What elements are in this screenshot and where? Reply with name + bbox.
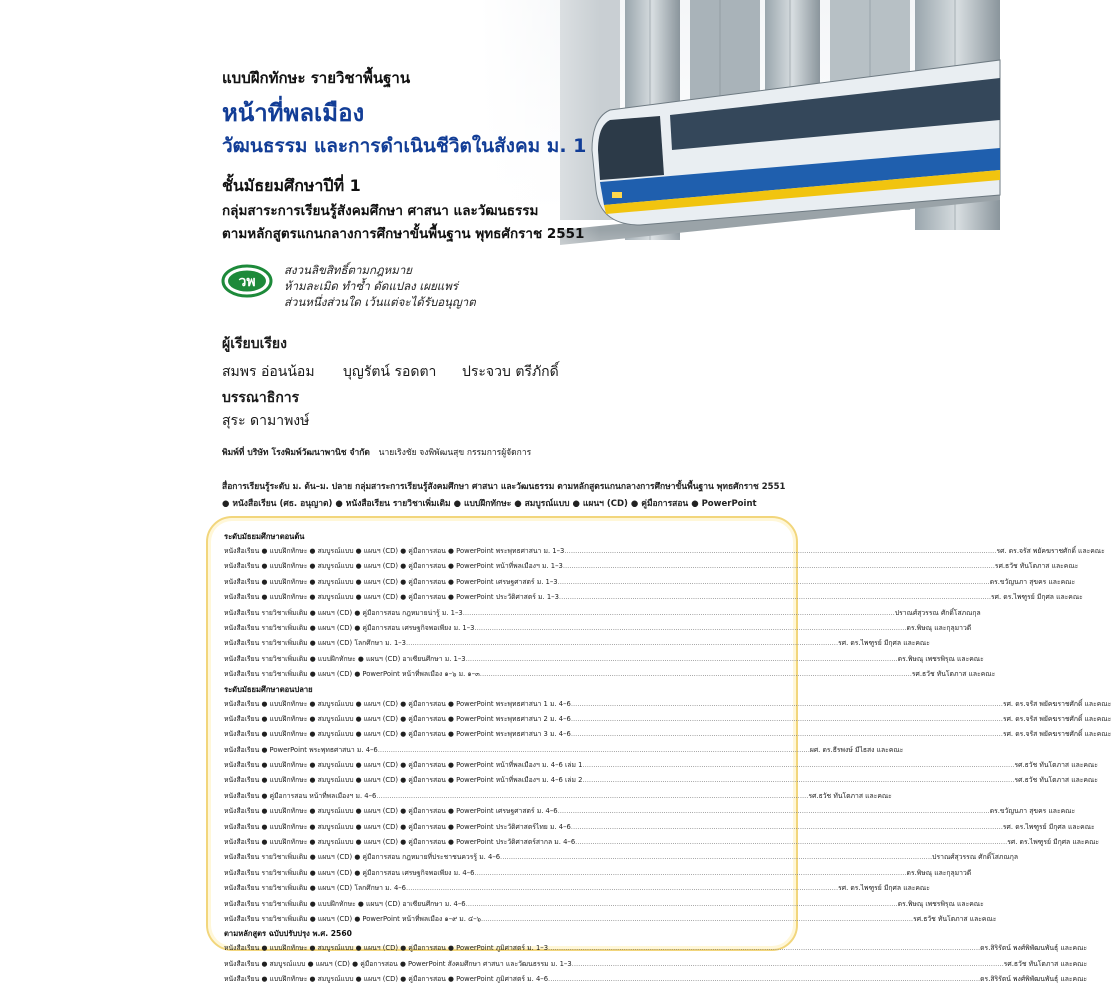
catalog-item-title: หนังสือเรียน รายวิชาเพิ่มเติม ● แผนฯ (CD) ● คู่มือการสอน เศรษฐกิจพอเพียง ม. 4–6	[224, 868, 475, 877]
catalog-item-author: ปราณศ์สุวรรณ ศักดิ์โสภณกุล	[894, 608, 981, 617]
editor-name: สุระ ดามาพงษ์	[222, 413, 310, 429]
catalog-row	[224, 789, 892, 804]
leader-dots: ........................................................................................................................................................................................................	[406, 884, 839, 893]
leader-dots: ........................................................................................................................................................................................................	[571, 959, 1004, 968]
catalog-item-title: หนังสือเรียน ● PowerPoint พระพุทธศาสนา ม. 4–6	[224, 745, 378, 754]
catalog-item-author: ดร.พิษณุ และกุลุมาวดี	[906, 623, 972, 632]
catalog-item-author: ดร.พิษณุ เพชรพิรุณ และคณะ	[897, 654, 984, 663]
curriculum-label: ตามหลักสูตรแกนกลางการศึกษาขั้นพื้นฐาน พุทธศักราช 2551	[222, 226, 585, 242]
catalog-item-author: รศ. ดร.ไพฑูรย์ มีกุศล และคณะ	[838, 884, 930, 893]
catalog-item-author: รศ.ธวัช ทันโตภาส และคณะ	[1014, 761, 1098, 770]
catalog-item-title: หนังสือเรียน รายวิชาเพิ่มเติม ● แบบฝึกทักษะ ● แผนฯ (CD) อาเซียนศึกษา ม. 1–3	[224, 654, 466, 663]
catalog-row	[224, 621, 972, 636]
catalog-item-title: หนังสือเรียน รายวิชาเพิ่มเติม ● แผนฯ (CD) โลกศึกษา ม. 1–3	[224, 639, 406, 648]
catalog-item-author: รศ. ดร.จรัส พยัคฆราชศักดิ์ และคณะ	[1002, 699, 1111, 708]
catalog-item-author: ผศ. ดร.ธีรพงษ์ มีไธสง และคณะ	[809, 745, 904, 754]
catalog-item-title: หนังสือเรียน ● แบบฝึกทักษะ ● สมบูรณ์แบบ ● แผนฯ (CD) ● คู่มือการสอน ● PowerPoint พระพุทธศาสนา 1 ม. 4–6	[224, 699, 571, 708]
catalog-item-author: ดร.สิริรัตน์ พงศ์พิพัฒนพันธุ์ และคณะ	[980, 944, 1088, 953]
catalog-item-author: ดร.สิริรัตน์ พงศ์พิพัฒนพันธุ์ และคณะ	[980, 975, 1088, 984]
author-name: สมพร อ่อนน้อม	[222, 364, 315, 380]
catalog-row	[224, 559, 1079, 574]
series-description: สื่อการเรียนรู้ระดับ ม. ต้น–ม. ปลาย กลุ่มสาระการเรียนรู้สังคมศึกษา ศาสนา และวัฒนธรรม ตามหลักสูตรแกนกลางการศึกษาขั้นพื้นฐาน พุทธศักราช 2551	[222, 482, 786, 492]
catalog-row	[224, 727, 1111, 742]
catalog-item-author: ปราณศ์สุวรรณ ศักดิ์โสภณกุล	[932, 853, 1018, 862]
catalog-item-author: ดร.พิษณุ เพชรพิรุณ และคณะ	[897, 899, 984, 908]
catalog-item-author: รศ.ธวัช ทันโตภาส และคณะ	[1014, 776, 1098, 785]
catalog-row	[224, 575, 1076, 590]
catalog-item-title: หนังสือเรียน ● แบบฝึกทักษะ ● สมบูรณ์แบบ ● แผนฯ (CD) ● คู่มือการสอน ● PowerPoint เศรษฐศาสตร์ ม. 1–3	[224, 577, 558, 586]
catalog-item-title: หนังสือเรียน รายวิชาเพิ่มเติม ● แผนฯ (CD) ● PowerPoint หน้าที่พลเมือง ๑–๙ ม. ๔–๖	[224, 914, 481, 923]
catalog-row	[224, 606, 981, 621]
catalog-item-author: รศ.ธวัช ทันโตภาส และคณะ	[994, 562, 1079, 571]
catalog-item-author: รศ.ธวัช ทันโตภาส และคณะ	[911, 670, 996, 679]
catalog-row	[224, 636, 930, 651]
catalog-row	[224, 897, 984, 912]
catalog-row	[224, 835, 1100, 850]
catalog-item-title: หนังสือเรียน ● แบบฝึกทักษะ ● สมบูรณ์แบบ ● แผนฯ (CD) ● คู่มือการสอน ● PowerPoint พระพุทธศาสนา 3 ม. 4–6	[224, 730, 571, 739]
editor-heading: บรรณาธิการ	[222, 390, 300, 406]
catalog-item-title: หนังสือเรียน รายวิชาเพิ่มเติม ● แผนฯ (CD) ● คู่มือการสอน กฎหมายน่ารู้ ม. 1–3	[224, 608, 463, 617]
subject-label: แบบฝึกทักษะ รายวิชาพื้นฐาน	[222, 69, 411, 87]
catalog-item-title: หนังสือเรียน รายวิชาเพิ่มเติม ● แผนฯ (CD) ● คู่มือการสอน เศรษฐกิจพอเพียง ม. 1–3	[224, 623, 475, 632]
leader-dots: ........................................................................................................................................................................................................	[474, 868, 907, 877]
leader-dots: ........................................................................................................................................................................................................	[474, 623, 907, 632]
publisher-manager: นายเริงชัย จงพิพัฒนสุข กรรมการผู้จัดการ	[378, 448, 532, 458]
book-title: หน้าที่พลเมือง	[222, 99, 365, 127]
copyright-line: สงวนลิขสิทธิ์ตามกฎหมาย	[284, 263, 413, 277]
catalog-row	[224, 941, 1088, 956]
catalog-item-title: หนังสือเรียน ● คู่มือการสอน หน้าที่พลเมืองฯ ม. 4–6	[224, 791, 377, 800]
leader-dots: ........................................................................................................................................................................................................	[558, 593, 992, 602]
catalog-section-heading: ตามหลักสูตร ฉบับปรับปรุง พ.ศ. 2560	[224, 929, 352, 939]
logo-text: วพ	[238, 274, 256, 290]
catalog-item-author: ดร.ขวัญนภา สุขคร และคณะ	[989, 807, 1076, 816]
copyright-line: ส่วนหนึ่งส่วนใด เว้นแต่จะได้รับอนุญาต	[284, 295, 476, 309]
catalog-item-title: หนังสือเรียน ● สมบูรณ์แบบ ● แผนฯ (CD) ● คู่มือการสอน ● PowerPoint สังคมศึกษา ศาสนา และวัฒนธรรม ม. 1–3	[224, 959, 572, 968]
catalog-row	[224, 712, 1111, 727]
catalog-section-heading: ระดับมัธยมศึกษาตอนปลาย	[224, 684, 313, 694]
learning-group: กลุ่มสาระการเรียนรู้สังคมศึกษา ศาสนา และวัฒนธรรม	[222, 203, 539, 219]
leader-dots: ........................................................................................................................................................................................................	[570, 730, 1003, 739]
leader-dots: ........................................................................................................................................................................................................	[480, 914, 914, 923]
catalog-item-author: รศ. ดร.จรัส พยัคฆราชศักดิ์ และคณะ	[996, 547, 1105, 555]
catalog-row	[224, 957, 1088, 972]
leader-dots: ........................................................................................................................................................................................................	[548, 975, 981, 984]
catalog-row	[224, 912, 997, 927]
authors-heading: ผู้เรียบเรียง	[222, 336, 287, 352]
catalog-row	[224, 972, 1088, 987]
leader-dots: ........................................................................................................................................................................................................	[376, 791, 809, 800]
catalog-item-title: หนังสือเรียน ● แบบฝึกทักษะ ● สมบูรณ์แบบ ● แผนฯ (CD) ● คู่มือการสอน ● PowerPoint ประวัติศาสตร์ไทย ม. 4–6	[224, 822, 571, 831]
catalog-item-author: รศ. ดร.จรัส พยัคฆราชศักดิ์ และคณะ	[1002, 730, 1111, 739]
catalog-list	[224, 530, 1111, 988]
catalog-row	[224, 773, 1098, 788]
publisher-name: พิมพ์ที่ บริษัท โรงพิมพ์วัฒนาพานิช จำกัด	[222, 448, 370, 458]
catalog-item-author: รศ.ธวัช ทันโตภาส และคณะ	[913, 914, 997, 923]
catalog-row	[224, 652, 984, 667]
catalog-item-author: รศ. ดร.ไพฑูรย์ มีกุศล และคณะ	[1002, 822, 1095, 831]
leader-dots: ........................................................................................................................................................................................................	[465, 899, 898, 908]
catalog-item-author: รศ. ดร.จรัส พยัคฆราชศักดิ์ และคณะ	[1002, 714, 1111, 723]
leader-dots: ........................................................................................................................................................................................................	[377, 745, 810, 754]
catalog-row	[224, 590, 1083, 605]
catalog-row	[224, 544, 1105, 559]
catalog-row	[224, 667, 996, 682]
leader-dots: ........................................................................................................................................................................................................	[479, 670, 912, 679]
catalog-row	[224, 820, 1095, 835]
leader-dots: ........................................................................................................................................................................................................	[557, 807, 990, 816]
catalog-row	[224, 743, 904, 758]
catalog-item-title: หนังสือเรียน ● แบบฝึกทักษะ ● สมบูรณ์แบบ ● แผนฯ (CD) ● คู่มือการสอน ● PowerPoint ภูมิศาสตร์ ม. 4–6	[224, 975, 549, 984]
catalog-item-title: หนังสือเรียน ● แบบฝึกทักษะ ● สมบูรณ์แบบ ● แผนฯ (CD) ● คู่มือการสอน ● PowerPoint หน้าที่พลเมืองฯ ม. 4–6 เล่ม 2	[224, 776, 583, 785]
catalog-item-title: หนังสือเรียน ● แบบฝึกทักษะ ● สมบูรณ์แบบ ● แผนฯ (CD) ● คู่มือการสอน ● PowerPoint ประวัติศาสตร์ ม. 1–3	[224, 593, 559, 602]
catalog-item-author: รศ. ดร.ไพฑูรย์ มีกุศล และคณะ	[1007, 838, 1100, 847]
leader-dots: ........................................................................................................................................................................................................	[557, 577, 990, 586]
catalog-row	[224, 804, 1076, 819]
catalog-item-author: รศ.ธวัช ทันโตภาส และคณะ	[1003, 959, 1088, 968]
catalog-section-heading: ระดับมัธยมศึกษาตอนต้น	[224, 532, 305, 541]
catalog-item-title: หนังสือเรียน รายวิชาเพิ่มเติม ● แผนฯ (CD) ● PowerPoint หน้าที่พลเมือง ๑–๖ ม. ๑–๓	[224, 670, 480, 679]
leader-dots: ........................................................................................................................................................................................................	[582, 776, 1015, 785]
leader-dots: ........................................................................................................................................................................................................	[570, 699, 1003, 708]
catalog-item-author: รศ.ธวัช ทันโตภาส และคณะ	[808, 791, 892, 800]
catalog-item-author: รศ. ดร.ไพฑูรย์ มีกุศล และคณะ	[838, 639, 930, 648]
grade-label: ชั้นมัธยมศึกษาปีที่ 1	[222, 176, 361, 195]
catalog-item-title: หนังสือเรียน ● แบบฝึกทักษะ ● สมบูรณ์แบบ ● แผนฯ (CD) ● คู่มือการสอน ● PowerPoint ประวัติศาสตร์สากล ม. 4–6	[224, 838, 576, 847]
leader-dots: ........................................................................................................................................................................................................	[500, 853, 933, 862]
catalog-item-title: หนังสือเรียน ● แบบฝึกทักษะ ● สมบูรณ์แบบ ● แผนฯ (CD) ● คู่มือการสอน ● PowerPoint พระพุทธศาสนา ม. 1–3	[224, 547, 565, 555]
leader-dots: ........................................................................................................................................................................................................	[406, 639, 839, 648]
leader-dots: ........................................................................................................................................................................................................	[570, 714, 1003, 723]
catalog-item-author: รศ. ดร.ไพฑูรย์ มีกุศล และคณะ	[991, 593, 1083, 602]
catalog-item-title: หนังสือเรียน ● แบบฝึกทักษะ ● สมบูรณ์แบบ ● แผนฯ (CD) ● คู่มือการสอน ● PowerPoint เศรษฐศาสตร์ ม. 4–6	[224, 807, 558, 816]
publisher-line	[222, 445, 531, 459]
catalog-item-author: ดร.พิษณุ และกุลุมาวดี	[906, 868, 972, 877]
catalog-row	[224, 866, 972, 881]
leader-dots: ........................................................................................................................................................................................................	[465, 654, 898, 663]
catalog-row	[224, 697, 1111, 712]
catalog-item-title: หนังสือเรียน รายวิชาเพิ่มเติม ● แผนฯ (CD) โลกศึกษา ม. 4–6	[224, 884, 406, 893]
leader-dots: ........................................................................................................................................................................................................	[462, 608, 895, 617]
catalog-item-title: หนังสือเรียน ● แบบฝึกทักษะ ● สมบูรณ์แบบ ● แผนฯ (CD) ● คู่มือการสอน ● PowerPoint ภูมิศาสตร์ ม. 1–3	[224, 944, 549, 953]
catalog-row	[224, 758, 1098, 773]
catalog-item-title: หนังสือเรียน ● แบบฝึกทักษะ ● สมบูรณ์แบบ ● แผนฯ (CD) ● คู่มือการสอน ● PowerPoint หน้าที่พลเมืองฯ ม. 4–6 เล่ม 1	[224, 761, 583, 770]
catalog-row	[224, 881, 930, 896]
leader-dots: ........................................................................................................................................................................................................	[562, 562, 995, 571]
book-subtitle: วัฒนธรรม และการดำเนินชีวิตในสังคม ม. 1	[222, 135, 587, 157]
series-products: ● หนังสือเรียน (ศธ. อนุญาต) ● หนังสือเรียน รายวิชาเพิ่มเติม ● แบบฝึกทักษะ ● สมบูรณ์แบบ ● แผนฯ (CD) ● คู่มือการสอน ● PowerPoint	[222, 499, 757, 509]
catalog-item-author: ดร.ขวัญนภา สุขคร และคณะ	[989, 577, 1076, 586]
leader-dots: ........................................................................................................................................................................................................	[582, 761, 1015, 770]
copyright-notice	[284, 262, 476, 310]
leader-dots: ........................................................................................................................................................................................................	[548, 944, 981, 953]
publisher-logo	[221, 263, 273, 299]
catalog-item-title: หนังสือเรียน รายวิชาเพิ่มเติม ● แบบฝึกทักษะ ● แผนฯ (CD) อาเซียนศึกษา ม. 4–6	[224, 899, 466, 908]
leader-dots: ........................................................................................................................................................................................................	[570, 822, 1003, 831]
catalog-row	[224, 850, 1018, 865]
leader-dots: ........................................................................................................................................................................................................	[564, 547, 997, 555]
catalog-item-title: หนังสือเรียน ● แบบฝึกทักษะ ● สมบูรณ์แบบ ● แผนฯ (CD) ● คู่มือการสอน ● PowerPoint หน้าที่พลเมืองฯ ม. 1–3	[224, 562, 563, 571]
catalog-item-title: หนังสือเรียน ● แบบฝึกทักษะ ● สมบูรณ์แบบ ● แผนฯ (CD) ● คู่มือการสอน ● PowerPoint พระพุทธศาสนา 2 ม. 4–6	[224, 714, 571, 723]
catalog-item-title: หนังสือเรียน รายวิชาเพิ่มเติม ● แผนฯ (CD) ● คู่มือการสอน กฎหมายที่ประชาชนควรรู้ ม. 4–6	[224, 853, 501, 862]
leader-dots: ........................................................................................................................................................................................................	[575, 838, 1008, 847]
catalog-box	[206, 516, 1111, 984]
copyright-line: ห้ามละเมิด ทำซ้ำ ดัดแปลง เผยแพร่	[284, 279, 458, 293]
author-name: บุญรัตน์ รอดตา	[343, 364, 437, 380]
author-name: ประจวบ ตรีภักดิ์	[462, 364, 559, 380]
